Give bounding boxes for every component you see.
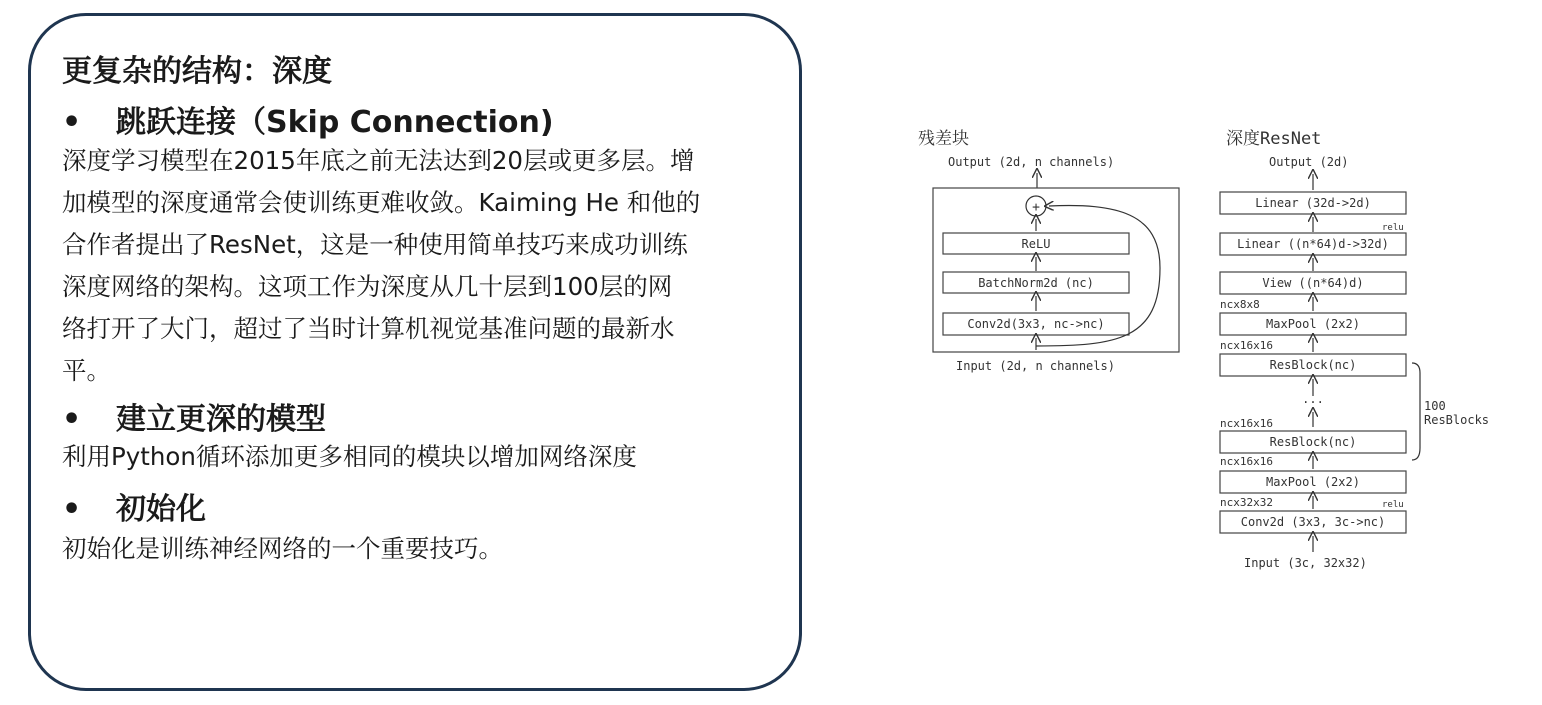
layer-conv2d: Conv2d(3x3, nc->nc) (967, 317, 1105, 331)
paragraph-line: 合作者提出了ResNet，这是一种使用简单技巧来成功训练 (62, 230, 688, 259)
bullet: • (62, 402, 82, 437)
paragraph-line: 深度学习模型在2015年底之前无法达到20层或更多层。增 (62, 146, 695, 175)
slide-title: 更复杂的结构：深度 (62, 54, 332, 89)
heading-text: 跳跃连接（Skip Connection) (116, 105, 554, 140)
shape-label: ncx8x8 (1220, 298, 1260, 311)
shape-label: ncx32x32 (1220, 496, 1273, 509)
heading-text: 初始化 (116, 492, 206, 527)
layer-linear-hidden: Linear ((n*64)d->32d) (1237, 237, 1389, 251)
section-heading-deeper-model (62, 394, 326, 438)
resnet-output-label: Output (2d) (1269, 155, 1349, 169)
repeat-dots: ... (1302, 392, 1324, 406)
layer-linear-out: Linear (32d->2d) (1255, 196, 1371, 210)
shape-label: ncx16x16 (1220, 339, 1273, 352)
section-heading-initialization (62, 484, 206, 528)
paragraph-line: 加模型的深度通常会使训练更难收敛。Kaiming He 和他的 (62, 188, 701, 217)
repeat-count: 100 (1424, 399, 1446, 413)
paragraph-line: 利用Python循环添加更多相同的模块以增加网络深度 (62, 442, 637, 471)
residual-block-title: 残差块 (918, 129, 969, 149)
heading-text: 建立更深的模型 (116, 402, 326, 437)
residual-input-label: Input (2d, n channels) (956, 359, 1115, 373)
shape-label: ncx16x16 (1220, 417, 1273, 430)
layer-resblock-top: ResBlock(nc) (1269, 358, 1357, 372)
paragraph-line: 初始化是训练神经网络的一个重要技巧。 (62, 534, 503, 563)
relu-label: relu (1382, 223, 1404, 233)
layer-relu: ReLU (1021, 237, 1051, 251)
plus-symbol: + (1032, 200, 1040, 215)
layer-batchnorm: BatchNorm2d (nc) (978, 276, 1094, 290)
repeat-brace (1412, 363, 1420, 460)
resnet-title: 深度ResNet (1226, 129, 1322, 149)
layer-maxpool-top: MaxPool (2x2) (1266, 317, 1360, 331)
bullet: • (62, 105, 82, 140)
shape-label: ncx16x16 (1220, 455, 1273, 468)
bullet: • (62, 492, 82, 527)
layer-view: View ((n*64)d) (1262, 276, 1364, 290)
resnet-diagram (912, 118, 1512, 578)
resnet-input-label: Input (3c, 32x32) (1244, 556, 1367, 570)
paragraph-line: 络打开了大门，超过了当时计算机视觉基准问题的最新水 (62, 314, 675, 343)
layer-maxpool-bottom: MaxPool (2x2) (1266, 475, 1360, 489)
relu-label: relu (1382, 500, 1404, 510)
paragraph-line: 平。 (62, 356, 111, 385)
repeat-label: ResBlocks (1424, 413, 1490, 427)
layer-resblock-bottom: ResBlock(nc) (1269, 435, 1357, 449)
section-heading-skip-connection (62, 97, 554, 141)
residual-output-label: Output (2d, n channels) (948, 155, 1115, 169)
paragraph-line: 深度网络的架构。这项工作为深度从几十层到100层的网 (62, 272, 673, 301)
layer-conv2d-input: Conv2d (3x3, 3c->nc) (1240, 515, 1386, 529)
